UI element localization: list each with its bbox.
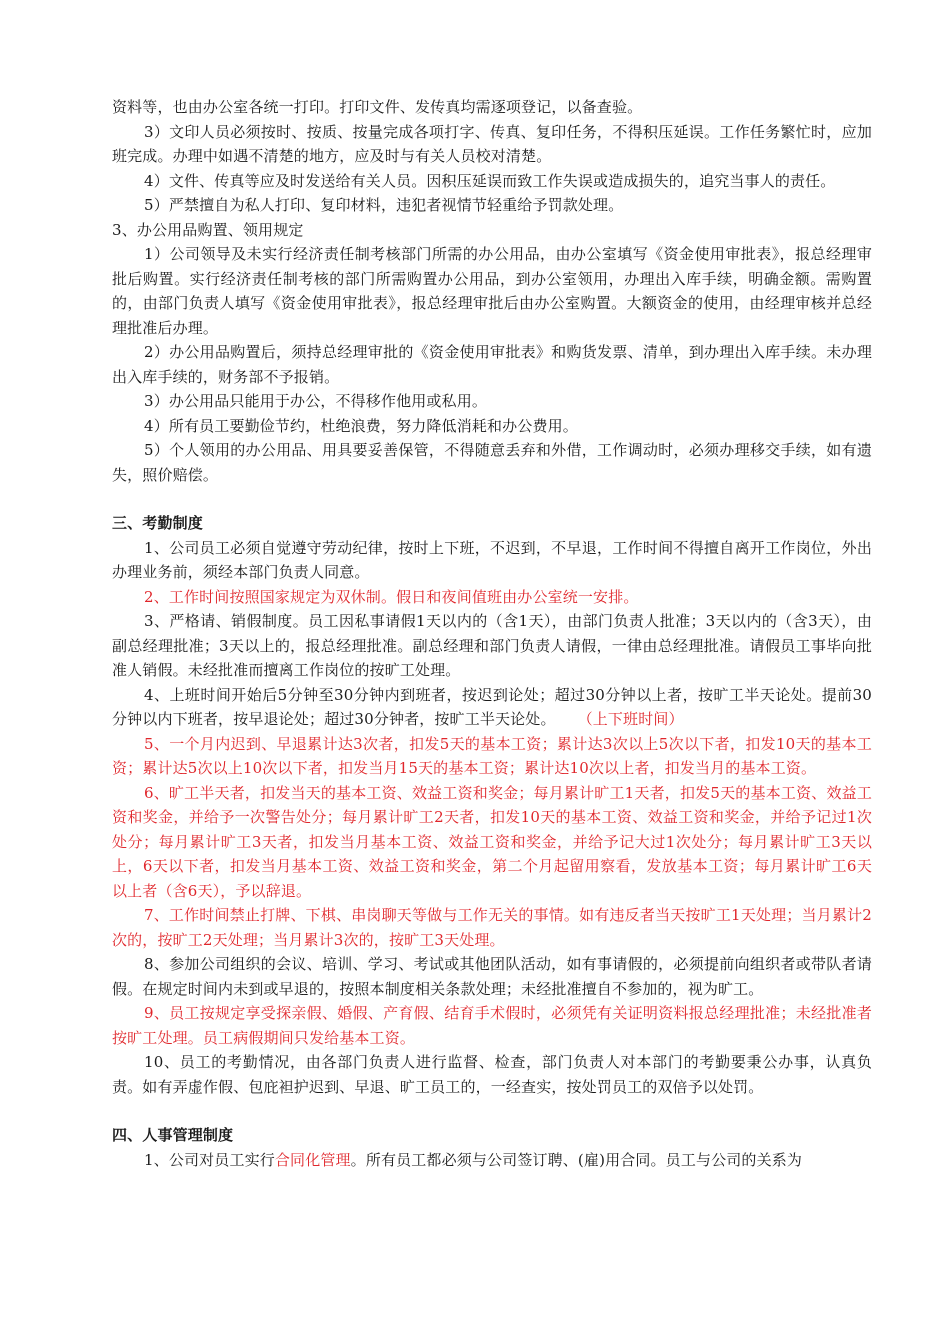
attendance-item-6: 6、旷工半天者，扣发当天的基本工资、效益工资和奖金；每月累计旷工1天者，扣发5天的基本工资、效益工资和奖金，并给予一次警告处分；每月累计旷工2天者，扣发10天的基本工资、效益工资和奖金，并给予记过1次处分；每月累计旷工3天者，扣发当月基本工资、效益工资和奖金，并给予记大过1次处分；每月累计旷工3天以上，6天以下者，扣发当月基本工资、效益工资和奖金，第二个月起留用察看，发放基本工资；每月累计旷工6天以上者（含6天），予以辞退。 <box>112 783 872 900</box>
paragraph-supplies-purchase: 1）公司领导及未实行经济责任制考核部门所需的办公用品，由办公室填写《资金使用审批表》，报总经理审批后购置。实行经济责任制考核的部门所需购置办公用品，到办公室领用，办理出入库手续，明确金额。需购置的，由部门负责人填写《资金使用审批表》，报总经理审批后由办公室购置。大额资金的使用，由经理审核并总经理批准后办理。 <box>112 245 872 337</box>
personnel-item-1-start: 1、公司对员工实行 <box>144 1150 275 1169</box>
paragraph-fax-delivery: 4）文件、传真等应及时发送给有关人员。因积压延误而致工作失误或造成损失的，追究当事人的责任。 <box>144 171 836 190</box>
paragraph-typist-duties: 3）文印人员必须按时、按质、按量完成各项打字、传真、复印任务，不得积压延误。工作任务繁忙时，应加班完成。办理中如遇不清楚的地方，应及时与有关人员校对清楚。 <box>112 122 872 165</box>
contract-management-highlight: 合同化管理 <box>274 1150 351 1169</box>
paragraph-supplies-usage: 3）办公用品只能用于办公，不得移作他用或私用。 <box>144 392 487 410</box>
attendance-item-8: 8、参加公司组织的会议、培训、学习、考试或其他团队活动，如有事请假的，必须提前向组织者或带队者请假。在规定时间内未到或早退的，按照本制度相关条款处理；未经批准擅自不参加的，视为旷工。 <box>112 955 872 998</box>
attendance-item-3: 3、严格请、销假制度。员工因私事请假1天以内的（含1天），由部门负责人批准；3天以内的（含3天），由副总经理批准；3天以上的，报总经理批准。副总经理和部门负责人请假，一律由总经理批准。请假员工事毕向批准人销假。未经批准而擅离工作岗位的按旷工处理。 <box>112 612 872 679</box>
paragraph-supplies-receipt: 2）办公用品购置后，须持总经理审批的《资金使用审批表》和购货发票、清单，到办理出入库手续。未办理出入库手续的，财务部不予报销。 <box>112 343 872 386</box>
attendance-item-4 <box>112 683 872 732</box>
attendance-item-4-text: 4、上班时间开始后5分钟至30分钟内到班者，按迟到论处；超过30分钟以上者，按旷工半天论处。提前30分钟以内下班者，按早退论处；超过30分钟者，按旷工半天论处。 <box>112 685 872 728</box>
subsection-title-office-supplies: 3、办公用品购置、领用规定 <box>112 220 304 239</box>
attendance-item-1: 1、公司员工必须自觉遵守劳动纪律，按时上下班，不迟到，不早退，工作时间不得擅自离开工作岗位，外出办理业务前，须经本部门负责人同意。 <box>112 538 872 581</box>
paragraph-private-printing-ban: 5）严禁擅自为私人打印、复印材料，违犯者视情节轻重给予罚款处理。 <box>144 196 624 214</box>
paragraph-print-registration: 资料等，也由办公室各统一打印。打印文件、发传真均需逐项登记，以备查验。 <box>112 98 643 116</box>
attendance-item-7: 7、工作时间禁止打牌、下棋、串岗聊天等做与工作无关的事情。如有违反者当天按旷工1天处理；当月累计2次的，按旷工2天处理；当月累计3次的，按旷工3天处理。 <box>112 906 872 949</box>
attendance-item-4-note: （上下班时间） <box>577 710 684 728</box>
attendance-item-9: 9、员工按规定享受探亲假、婚假、产育假、结育手术假时，必须凭有关证明资料报总经理批准；未经批准者按旷工处理。员工病假期间只发给基本工资。 <box>112 1004 872 1047</box>
personnel-item-1 <box>112 1148 872 1173</box>
paragraph-supplies-saving: 4）所有员工要勤俭节约，杜绝浪费，努力降低消耗和办公费用。 <box>144 416 578 435</box>
section-title-personnel: 四、人事管理制度 <box>112 1126 234 1144</box>
attendance-item-2: 2、工作时间按照国家规定为双休制。假日和夜间值班由办公室统一安排。 <box>144 587 639 606</box>
attendance-item-5: 5、一个月内迟到、早退累计达3次者，扣发5天的基本工资；累计达3次以上5次以下者，扣发10天的基本工资；累计达5次以上10次以下者，扣发当月15天的基本工资；累计达10次以上者，扣发当月的基本工资。 <box>112 734 872 777</box>
paragraph-supplies-custody: 5）个人领用的办公用品、用具要妥善保管，不得随意丢弃和外借，工作调动时，必须办理移交手续，如有遗失，照价赔偿。 <box>112 441 872 484</box>
attendance-item-10: 10、员工的考勤情况，由各部门负责人进行监督、检查，部门负责人对本部门的考勤要秉公办事，认真负责。如有弄虚作假、包庇袒护迟到、早退、旷工员工的，一经查实，按处罚员工的双倍予以处罚。 <box>112 1053 872 1096</box>
section-title-attendance: 三、考勤制度 <box>112 514 203 532</box>
document-body <box>112 95 872 1172</box>
personnel-item-1-end: 。所有员工都必须与公司签订聘、(雇)用合同。员工与公司的关系为 <box>350 1150 803 1169</box>
